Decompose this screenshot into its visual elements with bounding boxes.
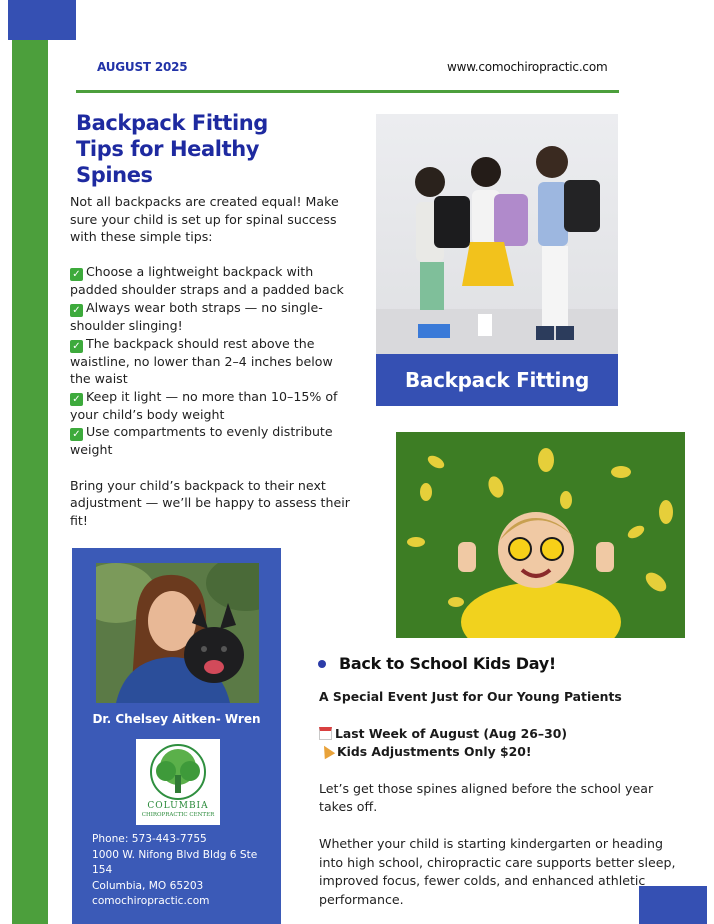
tip-item [70,263,355,299]
left-green-bar [12,0,48,924]
top-left-blue-block [8,0,76,40]
event-price [321,744,532,759]
event-date-text: Last Week of August (Aug 26–30) [335,726,567,741]
tip-text: Choose a lightweight backpack with padded shoulder straps and a padded back [70,264,344,298]
doctor-name: Dr. Chelsey Aitken- Wren [92,712,261,726]
checkmark-icon: ✓ [70,393,83,406]
event-price-text: Kids Adjustments Only $20! [337,744,532,759]
checkmark-icon: ✓ [70,268,83,281]
event-title: Back to School Kids Day! [339,654,556,673]
header-website-link[interactable]: www.comochiropractic.com [447,60,608,74]
tip-item [70,388,355,424]
article-intro: Not all backpacks are created equal! Make sure your child is set up for spinal success with these simple tips: [70,194,339,245]
city-state-zip: Columbia, MO 65203 [92,879,204,892]
address-line: 154 [92,864,113,877]
checkmark-icon: ✓ [70,428,83,441]
issue-date: AUGUST 2025 [97,60,188,74]
doctor-with-dog-illustration [96,563,259,703]
checkmark-icon: ✓ [70,340,83,353]
article-title-line: Tips for Healthy [76,137,260,161]
tree-logo-icon [136,739,220,801]
tip-item [70,423,355,459]
photo-caption-banner: Backpack Fitting [376,354,618,406]
article-title-line: Spines [76,163,153,187]
happy-kid-illustration [396,432,685,638]
bullet-icon [318,660,326,668]
tip-item [70,335,355,388]
clinic-logo [136,739,220,825]
tip-item [70,299,355,335]
logo-text-columbia: COLUMBIA [147,801,209,811]
event-subtitle: A Special Event Just for Our Young Patients [319,689,622,704]
checkmark-icon: ✓ [70,304,83,317]
tip-text: Use compartments to evenly distribute weight [70,424,333,458]
tip-text: The backpack should rest above the waistline, no lower than 2–4 inches below the waist [70,335,333,387]
article-title [76,110,326,188]
address-line: 1000 W. Nifong Blvd Bldg 6 Ste [92,848,258,861]
kids-backpack-photo [376,114,618,354]
article-title-line: Backpack Fitting [76,111,268,135]
happy-kid-photo [396,432,685,638]
header-divider [76,90,619,93]
kids-backpack-illustration [376,114,618,354]
tip-text: Keep it light — no more than 10–15% of your child’s body weight [70,388,338,422]
calendar-icon [319,727,332,740]
doctor-photo [96,563,259,703]
tip-text: Always wear both straps — no single-shoulder slinging! [70,299,323,333]
event-date [319,726,567,741]
article-body [70,193,355,529]
logo-text-subtitle: CHIROPRACTIC CENTER [141,812,215,818]
event-paragraph: Whether your child is starting kindergarten or heading into high school, chiropractic care supports better sleep, improved focus, fewer colds, and enhanced athletic performance. [319,836,676,907]
event-paragraph: Let’s get those spines aligned before the school year takes off. [319,781,654,814]
article-closing: Bring your child’s backpack to their next adjustment — we’ll be happy to assess their fit! [70,477,350,528]
party-popper-icon [319,743,335,759]
phone-number[interactable]: Phone: 573-443-7755 [92,833,207,845]
contact-website-link[interactable]: comochiropractic.com [92,895,210,908]
contact-info [92,832,267,910]
